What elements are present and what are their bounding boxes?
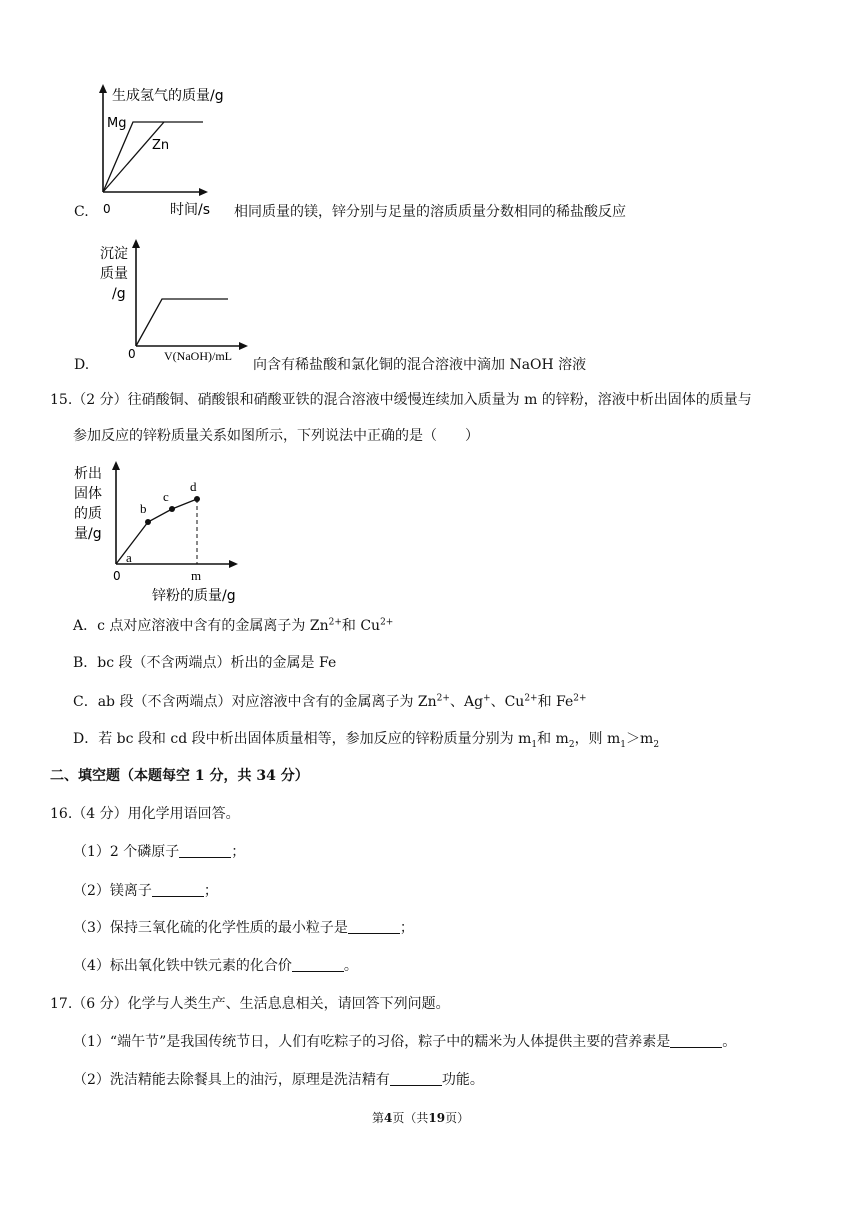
q15-line1: 15.（2 分）往硝酸铜、硝酸银和硝酸亚铁的混合溶液中缓慢连续加入质量为 m 的锌粉，溶液中析出固体的质量与 (50, 392, 752, 408)
graph-d-origin: 0 (128, 347, 136, 361)
q15-label-b: b (140, 501, 147, 516)
q16-item-3: （3）保持三氧化硫的化学性质的最小粒子是 ； (73, 920, 414, 936)
q15-graph-y-label-3: 的质 (74, 506, 102, 522)
answer-blank[interactable] (152, 882, 204, 897)
graph-d-y-arrow (132, 239, 140, 248)
q15-label-c: c (163, 489, 169, 504)
graph-c-zn-label: Zn (152, 138, 170, 153)
q15-graph (70, 458, 250, 606)
q16-title: 16.（4 分）用化学用语回答。 (50, 806, 240, 822)
option-d-letter: D. (74, 357, 90, 373)
answer-blank[interactable] (292, 957, 344, 972)
q15-graph-y-label-2: 固体 (74, 486, 102, 502)
graph-c-y-label: 生成氢气的质量/g (112, 88, 224, 104)
graph-d-x-arrow (239, 342, 248, 350)
graph-c-origin: 0 (103, 202, 111, 216)
option-c-text: 相同质量的镁，锌分别与足量的溶质质量分数相同的稀盐酸反应 (234, 204, 626, 220)
section-2-title: 二、填空题（本题每空 1 分，共 34 分） (50, 768, 309, 784)
q15-option-d: D．若 bc 段和 cd 段中析出固体质量相等，参加反应的锌粉质量分别为 $m_1$和 $m_2$，则 $m_1>m_2$ (73, 731, 660, 750)
graph-d (98, 236, 258, 364)
q15-option-c: C．ab 段（不含两端点）对应溶液中含有的金属离子为 $Zn^{2+}$、Ag+、$Cu^{2+}$和 $Fe^{2+}$ (73, 693, 587, 710)
q15-graph-x-label: 锌粉的质量/g (152, 588, 236, 604)
q15-graph-y-label-4: 量/g (74, 526, 102, 542)
q16-item-2: （2）镁离子 ； (73, 883, 218, 899)
answer-blank[interactable] (390, 1071, 442, 1086)
graph-c-mg-label: Mg (107, 116, 127, 131)
q16-item-1: （1）2 个磷原子 ； (73, 844, 246, 860)
q17-item-1: （1）“端午节”是我国传统节日，人们有吃粽子的习俗，粽子中的糯米为人体提供主要的营养素是 。 (73, 1034, 737, 1050)
q15-label-a: a (126, 550, 132, 565)
q16-item-4: （4）标出氧化铁中铁元素的化合价 。 (73, 958, 358, 974)
q17-item-2: （2）洗洁精能去除餐具上的油污，原理是洗洁精有 功能。 (73, 1072, 484, 1088)
answer-blank[interactable] (179, 843, 231, 858)
q15-graph-y-arrow (112, 461, 120, 470)
option-c-letter: C. (74, 204, 89, 220)
graph-d-y-label-1: 沉淀 (100, 246, 128, 262)
answer-blank[interactable] (670, 1033, 722, 1048)
q15-graph-y-label-1: 析出 (74, 466, 102, 482)
graph-d-curve (136, 299, 228, 346)
q15-option-a: A．c 点对应溶液中含有的金属离子为 $Zn^{2+}$和 $Cu^{2+}$ (73, 617, 394, 634)
q17-title: 17.（6 分）化学与人类生产、生活息息相关，请回答下列问题。 (50, 996, 450, 1012)
graph-d-x-label: V(NaOH)/mL (164, 349, 232, 363)
q15-point-d (194, 496, 200, 502)
q15-graph-m-tick: m (191, 568, 202, 583)
q15-point-b (145, 519, 151, 525)
graph-c-zn-line (103, 122, 164, 192)
total-pages: 19 (428, 1111, 446, 1125)
graph-c-x-label: 时间/s (170, 202, 211, 218)
option-d-text: 向含有稀盐酸和氯化铜的混合溶液中滴加 NaOH 溶液 (253, 357, 587, 373)
graph-d-y-label-2: 质量 (100, 266, 128, 282)
q15-point-c (169, 506, 175, 512)
graph-c-x-arrow (199, 188, 208, 196)
graph-c-mg-line (103, 122, 203, 192)
q15-line2: 参加反应的锌粉质量关系如图所示，下列说法中正确的是（ ） (73, 428, 479, 444)
q15-graph-origin: 0 (113, 569, 121, 583)
current-page: 4 (384, 1111, 393, 1125)
graph-d-y-label-3: /g (112, 286, 126, 302)
page-footer: 第4页（共19页） (372, 1111, 470, 1125)
answer-blank[interactable] (348, 919, 400, 934)
graph-c (88, 80, 248, 220)
q15-label-d: d (190, 479, 197, 494)
graph-c-y-arrow (99, 84, 107, 93)
q15-option-b: B．bc 段（不含两端点）析出的金属是 Fe (73, 655, 337, 671)
q15-graph-x-arrow (229, 560, 238, 568)
